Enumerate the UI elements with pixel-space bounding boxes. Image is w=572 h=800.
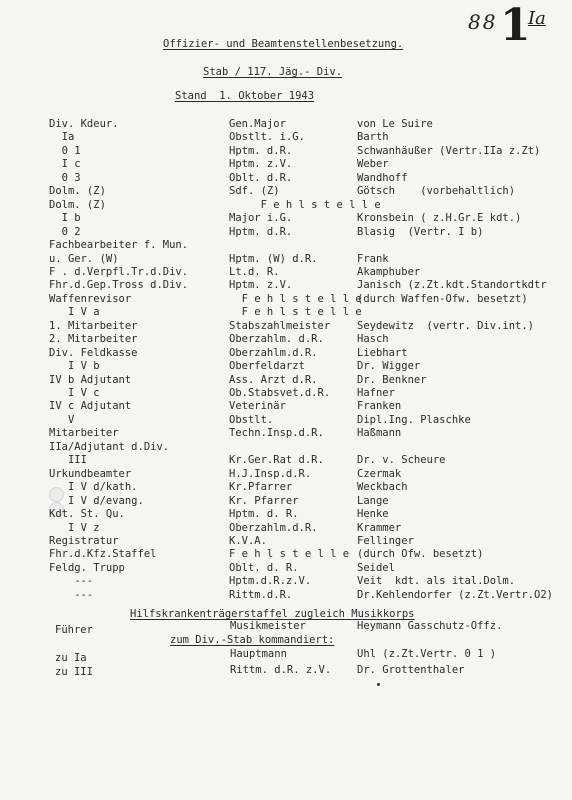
table-row — [0, 266, 572, 280]
position-cell: Feldg. Trupp — [49, 561, 125, 574]
name-cell: von Le Suire — [357, 118, 433, 130]
rank-cell: Hptm. d.R. — [229, 144, 293, 157]
position-cell: 0 3 — [49, 171, 81, 184]
rank-cell: F e h l s t e l l e — [229, 292, 362, 305]
table-row — [0, 293, 572, 307]
rank-cell: Oberzahlm.d.R. — [229, 521, 318, 534]
document-title: Offizier- und Beamtenstellenbesetzung. — [163, 38, 404, 50]
commanded-rank: Rittm. d.R. z.V. — [230, 664, 332, 676]
handwritten-ia-mark: Ia — [528, 8, 546, 29]
position-cell: I V d/evang. — [49, 494, 144, 507]
rank-cell: F e h l s t e l l e — [229, 306, 362, 319]
table-row — [0, 226, 572, 240]
name-cell: Dipl.Ing. Plaschke — [357, 413, 471, 426]
position-cell: u. Ger. (W) — [49, 252, 119, 265]
name-cell: Hasch — [357, 333, 389, 346]
table-row — [0, 239, 572, 253]
position-cell: III — [49, 454, 87, 467]
name-cell: Lange — [357, 494, 389, 507]
rank-cell: Kr. Pfarrer — [229, 494, 299, 507]
table-row — [0, 495, 572, 509]
rank-cell: Hptm. (W) d.R. — [229, 252, 318, 265]
table-row — [0, 253, 572, 267]
rank-cell: Hptm. z.V. — [229, 158, 293, 171]
rank-cell: Ob.Stabsvet.d.R. — [229, 387, 331, 399]
table-row — [0, 185, 572, 199]
handwritten-number: 88 — [468, 10, 498, 34]
name-cell: (durch Waffen-Ofw. besetzt) — [357, 292, 528, 305]
rank-cell: Kr.Ger.Rat d.R. — [229, 454, 324, 467]
table-row — [0, 387, 572, 401]
table-row — [0, 522, 572, 536]
name-cell: Liebhart — [357, 346, 408, 359]
position-cell: 1. Mitarbeiter — [49, 319, 138, 332]
position-cell: Waffenrevisor — [49, 292, 132, 305]
name-cell: Veit kdt. als ital.Dolm. — [357, 575, 516, 588]
position-cell: --- — [49, 588, 94, 601]
position-cell: Registratur — [49, 535, 119, 547]
rank-cell: Obstlt. i.G. — [229, 131, 305, 144]
table-row — [0, 347, 572, 361]
name-cell: Barth — [357, 131, 389, 144]
fuhrer-name: Heymann Gasschutz-Offz. — [357, 620, 503, 632]
table-row — [0, 468, 572, 482]
position-cell: 0 1 — [49, 144, 81, 157]
position-cell: Div. Feldkasse — [49, 346, 138, 359]
rank-cell: Oblt. d.R. — [229, 171, 293, 184]
rank-cell: K.V.A. — [229, 535, 267, 547]
table-row — [0, 508, 572, 522]
name-cell: Schwanhäußer (Vertr.IIa z.Zt) — [357, 144, 541, 157]
name-cell: Janisch (z.Zt.kdt.Standortkdtr — [357, 279, 547, 292]
rank-cell: Hptm. d.R. — [229, 225, 293, 238]
commanded-position: zu Ia — [55, 652, 87, 664]
name-cell: Dr.Kehlendorfer (z.Zt.Vertr.O2) — [357, 588, 553, 601]
position-cell: Mitarbeiter — [49, 427, 119, 440]
name-cell: Czermak — [357, 467, 402, 480]
rank-cell: Ass. Arzt d.R. — [229, 373, 318, 386]
name-cell: Götsch (vorbehaltlich) — [357, 185, 516, 198]
date-stand: Stand 1. Oktober 1943 — [175, 90, 315, 102]
position-cell: Fhr.d.Gep.Tross d.Div. — [49, 279, 189, 292]
commanded-name: Uhl (z.Zt.Vertr. 0 1 ) — [357, 648, 497, 660]
ink-dot — [377, 683, 380, 686]
rank-cell: Obstlt. — [229, 413, 274, 426]
name-cell: Seydewitz (vertr. Div.int.) — [357, 319, 535, 332]
table-row — [0, 400, 572, 414]
table-row — [0, 360, 572, 374]
name-cell: Franken — [357, 400, 402, 413]
rank-cell: Lt.d. R. — [229, 265, 280, 278]
table-row — [0, 158, 572, 172]
rank-cell: Stabszahlmeister — [229, 319, 331, 332]
position-cell: I V b — [49, 360, 100, 373]
name-cell: Hafner — [357, 387, 395, 399]
rank-cell: Gen.Major — [229, 118, 286, 130]
name-cell: Henke — [357, 508, 389, 520]
position-cell: I V c — [49, 387, 100, 399]
table-row — [0, 414, 572, 428]
rank-cell: Oblt. d. R. — [229, 561, 299, 574]
fuhrer-position: Führer — [55, 624, 93, 636]
position-cell: F . d.Verpfl.Tr.d.Div. — [49, 265, 189, 278]
table-row — [0, 454, 572, 468]
name-cell: Blasig (Vertr. I b) — [357, 225, 484, 238]
rank-cell: F e h l s t e l l e — [229, 198, 381, 211]
name-cell: Akamphuber — [357, 265, 421, 278]
handwritten-folio: 1 — [500, 0, 531, 51]
section-heading: Hilfskrankenträgerstaffel zugleich Musikkorps — [130, 608, 415, 620]
position-cell: Fhr.d.Kfz.Staffel — [49, 548, 157, 561]
position-cell: --- — [49, 575, 94, 588]
table-row — [0, 441, 572, 455]
commanded-position: zu III — [55, 666, 93, 678]
table-row — [0, 374, 572, 388]
rank-cell: Hptm.d.R.z.V. — [229, 575, 312, 588]
position-cell: I b — [49, 212, 81, 225]
rank-cell: Oberzahlm.d.R. — [229, 346, 318, 359]
position-cell: IIa/Adjutant d.Div. — [49, 440, 170, 453]
position-cell: Dolm. (Z) — [49, 185, 106, 198]
rank-cell: Rittm.d.R. — [229, 588, 293, 601]
rank-cell: Veterinär — [229, 400, 286, 413]
name-cell: Dr. v. Scheure — [357, 454, 446, 467]
table-row — [0, 131, 572, 145]
name-cell: Fellinger — [357, 535, 414, 547]
table-row — [0, 427, 572, 441]
position-cell: Kdt. St. Qu. — [49, 508, 125, 520]
name-cell: Weber — [357, 158, 389, 171]
table-row — [0, 481, 572, 495]
table-row — [0, 562, 572, 576]
position-cell: Dolm. (Z) — [49, 198, 106, 211]
table-row — [0, 575, 572, 589]
position-cell: I V a — [49, 306, 100, 319]
rank-cell: Hptm. d. R. — [229, 508, 299, 520]
name-cell: Haßmann — [357, 427, 402, 440]
rank-cell: H.J.Insp.d.R. — [229, 467, 312, 480]
name-cell: Wandhoff — [357, 171, 408, 184]
position-cell: I V d/kath. — [49, 481, 138, 494]
table-row — [0, 199, 572, 213]
rank-cell: Oberfeldarzt — [229, 360, 305, 373]
table-row — [0, 535, 572, 549]
position-cell: 0 2 — [49, 225, 81, 238]
table-row — [0, 320, 572, 334]
table-row — [0, 212, 572, 226]
name-cell: Seidel — [357, 561, 395, 574]
rank-cell: Techn.Insp.d.R. — [229, 427, 324, 440]
name-cell: Dr. Benkner — [357, 373, 427, 386]
rank-cell: Kr.Pfarrer — [229, 481, 293, 494]
position-cell: Urkundbeamter — [49, 467, 132, 480]
position-cell: V — [49, 413, 75, 426]
table-row — [0, 118, 572, 132]
position-cell: IV c Adjutant — [49, 400, 132, 413]
fuhrer-rank: Musikmeister — [230, 620, 306, 632]
table-row — [0, 279, 572, 293]
rank-cell: F e h l s t e l l e — [229, 548, 350, 561]
position-cell: I V z — [49, 521, 100, 534]
commanded-name: Dr. Grottenthaler — [357, 664, 465, 676]
name-cell: (durch Ofw. besetzt) — [357, 548, 484, 561]
name-cell: Weckbach — [357, 481, 408, 494]
rank-cell: Sdf. (Z) — [229, 185, 280, 198]
table-row — [0, 333, 572, 347]
position-cell: Fachbearbeiter f. Mun. — [49, 239, 189, 252]
table-row — [0, 589, 572, 603]
sub-heading: zum Div.-Stab kommandiert: — [170, 634, 335, 646]
table-row — [0, 306, 572, 320]
table-row — [0, 145, 572, 159]
table-row — [0, 172, 572, 186]
name-cell: Kronsbein ( z.H.Gr.E kdt.) — [357, 212, 522, 225]
commanded-rank: Hauptmann — [230, 648, 287, 660]
position-cell: I c — [49, 158, 81, 171]
unit-subtitle: Stab / 117. Jäg.- Div. — [203, 66, 343, 78]
position-cell: IV b Adjutant — [49, 373, 132, 386]
rank-cell: Oberzahlm. d.R. — [229, 333, 324, 346]
position-cell: 2. Mitarbeiter — [49, 333, 138, 346]
position-cell: Ia — [49, 131, 75, 144]
name-cell: Dr. Wigger — [357, 360, 421, 373]
name-cell: Frank — [357, 252, 389, 265]
position-cell: Div. Kdeur. — [49, 118, 119, 130]
rank-cell: Hptm. z.V. — [229, 279, 293, 292]
table-row — [0, 548, 572, 562]
name-cell: Krammer — [357, 521, 402, 534]
rank-cell: Major i.G. — [229, 212, 293, 225]
